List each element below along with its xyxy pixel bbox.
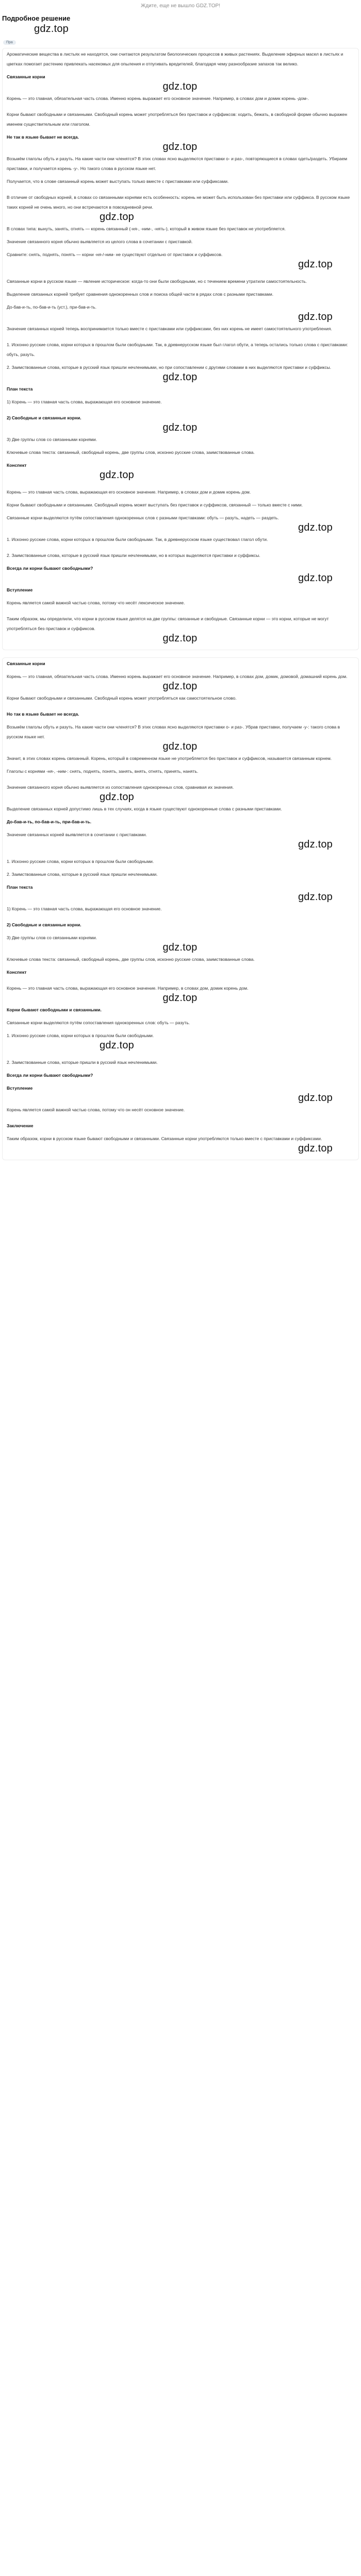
watermark: gdz.top: [100, 791, 135, 803]
watermark: gdz.top: [298, 259, 333, 270]
watermark: gdz.top: [162, 633, 198, 644]
paragraph: 3) Две группы слов со связанными корнями.: [7, 437, 97, 442]
paragraph: 1) Корень — это главная часть слова, выражающая его основное значение.: [7, 399, 162, 404]
paragraph: Выделение связанных корней допустимо лишь в тех случаях, когда в языке существуют однокоренные слова с разными приставками.: [7, 806, 282, 811]
paragraph: Ключевые слова текста: связанный, свободный корень, две группы слов, исконно русские слова, заимствованные слова.: [7, 450, 255, 455]
watermark: gdz.top: [298, 572, 333, 584]
watermark: gdz.top: [298, 839, 333, 850]
paragraph: 2) Свободные и связанные корни.: [7, 415, 81, 420]
paragraph: Значит, в этих словах корень связанный. Корень, который в современном языке не употребляется без приставок и суффиксов, называется связанным корнем.: [7, 756, 332, 761]
paragraph: Корень является самой важной частью слова, потому что он несёт основное значение.: [7, 1107, 185, 1112]
paragraph: Таким образом, мы определили, что корни в русском языке делятся на две группы: связанные и свободные. Связанные корни — это корни, которые не могут употребляться без приставок и суффиксов.: [7, 616, 329, 631]
watermark: gdz.top: [162, 371, 198, 383]
paragraph: Заключение: [7, 1123, 34, 1128]
watermark: gdz.top: [100, 1040, 135, 1051]
solution-card-2: [2, 657, 359, 1160]
paragraph: Возьмём глаголы обуть и разуть. На какие части они членятся? В этих словах ясно выделяются приставки о- и раз-. Убрав приставки, получаем -у-: такого слова в русском языке нет.: [7, 724, 340, 739]
watermark: gdz.top: [162, 681, 198, 692]
top-notice: Ждите, еще не вышло GDZ.TOP!: [141, 3, 220, 9]
paragraph: Конспект: [7, 463, 27, 468]
paragraph: 1. Исконно русские слова, корни которых в прошлом были свободными. Так, в древнерусском языке существовал глагол обути.: [7, 537, 268, 542]
paragraph: Корни бывают свободными и связанными. Свободный корень может выступать без приставок и суффиксов, связанный — только вместе с ними.: [7, 502, 303, 507]
paragraph: 2. Заимствованные слова, которые в русский язык пришли нечленимыми.: [7, 872, 158, 877]
paragraph: 2. Заимствованные слова, которые пришли в русский язык нечленимыми.: [7, 1060, 158, 1065]
paragraph: Значение связанного корня обычно выявляется из сопоставления однокоренных слов, сравнивая их значения.: [7, 785, 234, 790]
paragraph: Получается, что в слове связанный корень может выступать только вместе с приставками или суффиксами.: [7, 179, 229, 184]
paragraph: Связанные корни: [7, 661, 45, 666]
paragraph: Корень — это главная, обязательная часть слова. Именно корень выражает его основное значение. Например, в словах дом и домик корень -дом-.: [7, 96, 309, 101]
watermark: gdz.top: [298, 311, 333, 323]
watermark: gdz.top: [298, 1092, 333, 1104]
watermark: gdz.top: [100, 469, 135, 481]
paragraph: До-бав-и-ть, по-бав-и-ть, при-бав-и-ть.: [7, 819, 91, 824]
paragraph: В словах типа: вынуть, занять, отнять — корень связанный (-ня-, -ним-, -нять-), который в живом языке без приставок не употребляется.: [7, 226, 286, 231]
paragraph: Не так в языке бывает не всегда.: [7, 134, 79, 140]
paragraph: Конспект: [7, 970, 27, 975]
paragraph: Но так в языке бывает не всегда.: [7, 711, 79, 717]
paragraph: Глаголы с корнями -ня-, -ним-: снять, поднять, понять, занять, внять, отнять, принять, нанять.: [7, 769, 199, 774]
watermark: gdz.top: [162, 141, 198, 152]
paragraph: Связанные корни в русском языке — явление историческое: когда-то они были свободными, но с течением времени утратили самостоятельность.: [7, 279, 307, 284]
rule-tag: Пра: [3, 40, 16, 45]
paragraph: 2. Заимствованные слова, которые в русский язык пришли нечленимыми, но в которых выделяются приставки и суффиксы.: [7, 553, 260, 558]
watermark: gdz.top: [162, 942, 198, 953]
paragraph: Вступление: [7, 1086, 33, 1091]
paragraph: Значение связанных корней теперь воспринимается только вместе с приставками или суффиксами, без них корень не имеет самостоятельного употребления.: [7, 326, 332, 331]
paragraph: Возьмём глаголы обуть и разуть. На какие части они членятся? В этих словах ясно выделяются приставки о- и раз-, повторяющиеся в словах одеть/раздеть. Убираем приставки, и получается корень -у-. Но такого слова в русском языке нет.: [7, 156, 348, 171]
paragraph: Вступление: [7, 587, 33, 592]
paragraph: 2. Заимствованные слова, которые в русский язык пришли нечленимыми, но при сопоставлении с другими словами в них выделяются приставки и суффиксы.: [7, 365, 332, 370]
paragraph: 1) Корень — это главная часть слова, выражающая его основное значение.: [7, 906, 162, 911]
paragraph: Значение связанных корней выявляется в сочетании с приставками.: [7, 832, 147, 837]
paragraph: 1. Исконно русские слова, корни которых в прошлом были свободными.: [7, 859, 154, 864]
paragraph: План текста: [7, 386, 33, 392]
paragraph: Значение связанного корня обычно выявляется из целого слова в сочетании с приставкой.: [7, 239, 193, 244]
paragraph: Ключевые слова текста: связанный, свободный корень, две группы слов, исконно русские слова, заимствованные слова.: [7, 957, 255, 962]
paragraph: Корни бывают свободными и связанными. Свободный корень может употребляться без приставок и суффиксов: ходить, бежать, в свободной форме обычно выражен именем существительным или глаголом.: [7, 112, 348, 127]
page-title: Подробное решение: [2, 14, 71, 22]
paragraph: Всегда ли корни бывают свободными?: [7, 1073, 93, 1078]
paragraph: В отличие от свободных корней, в словах со связанными корнями есть особенность: корень не может быть использован без приставки или суффикса. В русском языке таких корней не очень много, но они встречаются в повседневной речи.: [7, 195, 350, 210]
watermark: gdz.top: [298, 522, 333, 533]
solution-card-1: [2, 48, 359, 650]
paragraph: Связанные корни: [7, 74, 45, 79]
paragraph: 1. Исконно русские слова, корни которых в прошлом были свободными. Так, в древнерусском языке был глагол обути, а теперь остались только слова с приставками: обуть, разуть.: [7, 342, 348, 357]
watermark: gdz.top: [34, 23, 69, 35]
paragraph: Корень — это главная часть слова, выражающая его основное значение. Например, в словах дом, домик корень дом.: [7, 986, 249, 991]
watermark: gdz.top: [298, 891, 333, 903]
watermark: gdz.top: [162, 422, 198, 433]
paragraph: Корень является самой важной частью слова, потому что несёт лексическое значение.: [7, 600, 185, 605]
paragraph: До-бав-и-ть, по-бав-и-ть (уст.), при-бав-и-ть.: [7, 304, 96, 310]
watermark: gdz.top: [162, 81, 198, 92]
paragraph: Корень — это главная, обязательная часть слова. Именно корень выражает его основное значение. Например, в словах дом, домик, домовой, домашний корень дом.: [7, 674, 348, 679]
paragraph: Сравните: снять, поднять, понять — корни -ня-/-ним- не существуют отдельно от приставок и суффиксов.: [7, 252, 223, 257]
watermark: gdz.top: [162, 741, 198, 752]
paragraph: Таким образом, корни в русском языке бывают свободными и связанными. Связанные корни употребляются только вместе с приставками и суффиксами.: [7, 1136, 322, 1141]
paragraph: Ароматические вещества в листьях не находятся, они считаются результатом биологических процессов в живых растениях. Выделение эфирных масел в листьях и цветках помогает растению привлекать насекомых для опыления и отпугивать вредителей, благодаря чему разнообразие запахов так велико.: [7, 52, 343, 66]
paragraph: 2) Свободные и связанные корни.: [7, 922, 81, 927]
watermark: gdz.top: [100, 211, 135, 223]
paragraph: План текста: [7, 885, 33, 890]
paragraph: Корни бывают свободными и связанными. Свободный корень может употребляться как самостоятельное слово.: [7, 696, 237, 701]
paragraph: Выделение связанных корней требует сравнения однокоренных слов и поиска общей части в рядах слов с разными приставками.: [7, 292, 274, 297]
watermark: gdz.top: [298, 1143, 333, 1154]
paragraph: Корни бывают свободными и связанными.: [7, 1007, 102, 1012]
paragraph: Всегда ли корни бывают свободными?: [7, 566, 93, 571]
paragraph: Корень — это главная часть слова, выражающая его основное значение. Например, в словах дом и домик корень дом.: [7, 489, 251, 495]
paragraph: 1. Исконно русские слова, корни которых в прошлом были свободными.: [7, 1033, 154, 1038]
paragraph: 3) Две группы слов со связанными корнями.: [7, 935, 97, 940]
watermark: gdz.top: [162, 992, 198, 1004]
paragraph: Связанные корни выделяются путём сопоставления однокоренных слов: обуть — разуть.: [7, 1020, 190, 1025]
paragraph: Связанные корни выделяются путём сопоставления однокоренных слов с разными приставками: обуть — разуть, надеть — раздеть.: [7, 515, 279, 520]
